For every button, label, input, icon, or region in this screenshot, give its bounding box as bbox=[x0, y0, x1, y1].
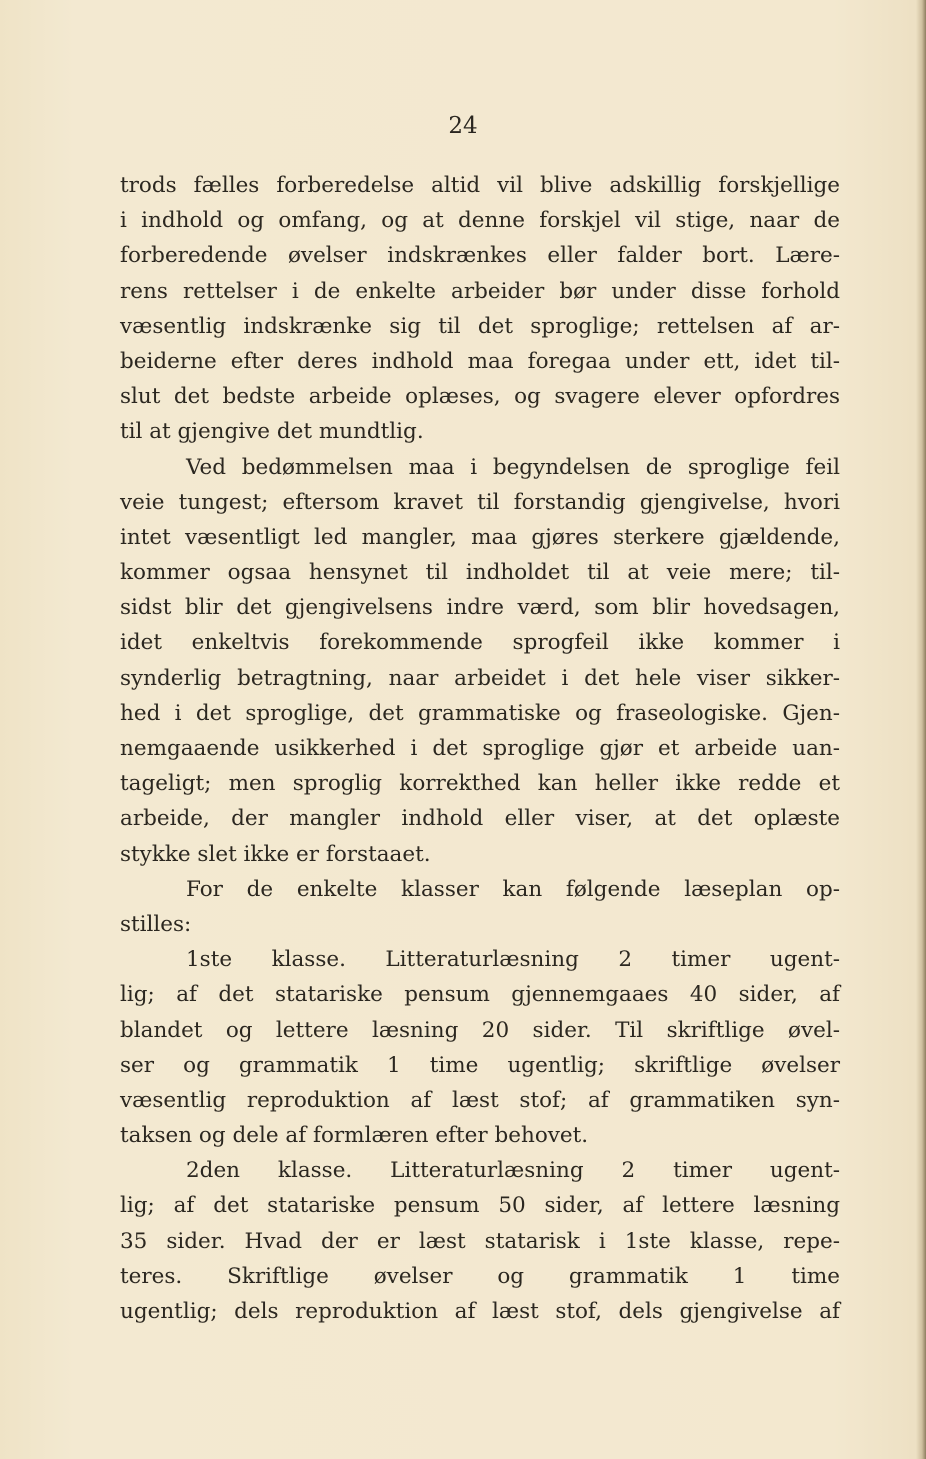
page-number: 24 bbox=[448, 113, 478, 139]
text-line: sidst blir det gjengivelsens indre værd, som blir hovedsagen, bbox=[120, 595, 840, 621]
paragraph-2 bbox=[120, 450, 840, 872]
text-line: væsentlig reproduktion af læst stof; af grammatiken syn- bbox=[120, 1087, 840, 1113]
text-line: rens rettelser i de enkelte arbeider bør under disse forhold bbox=[120, 278, 840, 304]
text-line: intet væsentligt led mangler, maa gjøres sterkere gjældende, bbox=[120, 524, 840, 550]
text-line: hed i det sproglige, det grammatiske og fraseologiske. Gjen- bbox=[120, 700, 840, 726]
text-line: trods fælles forberedelse altid vil blive adskillig forskjellige bbox=[120, 173, 840, 198]
text-line: nemgaaende usikkerhed i det sproglige gjør et arbeide uan- bbox=[120, 736, 840, 761]
paragraph-5 bbox=[120, 1153, 840, 1329]
text-line: stilles: bbox=[120, 911, 192, 937]
paragraph-4 bbox=[120, 942, 840, 1153]
text-line: kommer ogsaa hensynet til indholdet til at veie mere; til- bbox=[120, 560, 840, 586]
paragraph-3 bbox=[120, 872, 840, 942]
text-line: lig; af det statariske pensum gjennemgaaes 40 sider, af bbox=[120, 982, 840, 1008]
text-line: 1ste klasse. Litteraturlæsning 2 timer ugent- bbox=[186, 947, 840, 973]
text-line: 35 sider. Hvad der er læst statarisk i 1ste klasse, repe- bbox=[120, 1228, 840, 1254]
text-line: lig; af det statariske pensum 50 sider, af lettere læsning bbox=[120, 1193, 840, 1219]
text-line: beiderne efter deres indhold maa foregaa under ett, idet til- bbox=[120, 348, 840, 374]
page-edge-shadow bbox=[916, 0, 926, 1459]
body-text bbox=[120, 168, 840, 1329]
text-line: forberedende øvelser indskrænkes eller falder bort. Lære- bbox=[120, 243, 840, 269]
text-line: slut det bedste arbeide oplæses, og svagere elever opfordres bbox=[120, 384, 840, 410]
text-line: For de enkelte klasser kan følgende læseplan op- bbox=[186, 876, 840, 902]
text-line: teres. Skriftlige øvelser og grammatik 1 time bbox=[120, 1263, 840, 1289]
text-line: blandet og lettere læsning 20 sider. Til skriftlige øvel- bbox=[120, 1017, 840, 1043]
text-line: arbeide, der mangler indhold eller viser, at det oplæste bbox=[120, 806, 840, 832]
text-line: tageligt; men sproglig korrekthed kan heller ikke redde et bbox=[120, 771, 840, 797]
text-line: til at gjengive det mundtlig. bbox=[120, 419, 424, 445]
text-line: ser og grammatik 1 time ugentlig; skriftlige øvelser bbox=[120, 1052, 840, 1078]
text-line: idet enkeltvis forekommende sprogfeil ikke kommer i bbox=[120, 630, 840, 656]
text-line: stykke slet ikke er forstaaet. bbox=[120, 841, 431, 867]
text-line: Ved bedømmelsen maa i begyndelsen de sproglige feil bbox=[186, 454, 840, 480]
text-line: veie tungest; eftersom kravet til forstandig gjengivelse, hvori bbox=[120, 489, 840, 515]
text-line: synderlig betragtning, naar arbeidet i det hele viser sikker- bbox=[120, 665, 840, 691]
text-line: 2den klasse. Litteraturlæsning 2 timer ugent- bbox=[186, 1158, 840, 1184]
text-line: ugentlig; dels reproduktion af læst stof, dels gjengivelse af bbox=[120, 1299, 840, 1324]
text-line: taksen og dele af formlæren efter behovet. bbox=[120, 1123, 589, 1149]
text-line: i indhold og omfang, og at denne forskjel vil stige, naar de bbox=[120, 208, 840, 234]
paragraph-1 bbox=[120, 168, 840, 450]
text-line: væsentlig indskrænke sig til det sproglige; rettelsen af ar- bbox=[120, 313, 840, 339]
